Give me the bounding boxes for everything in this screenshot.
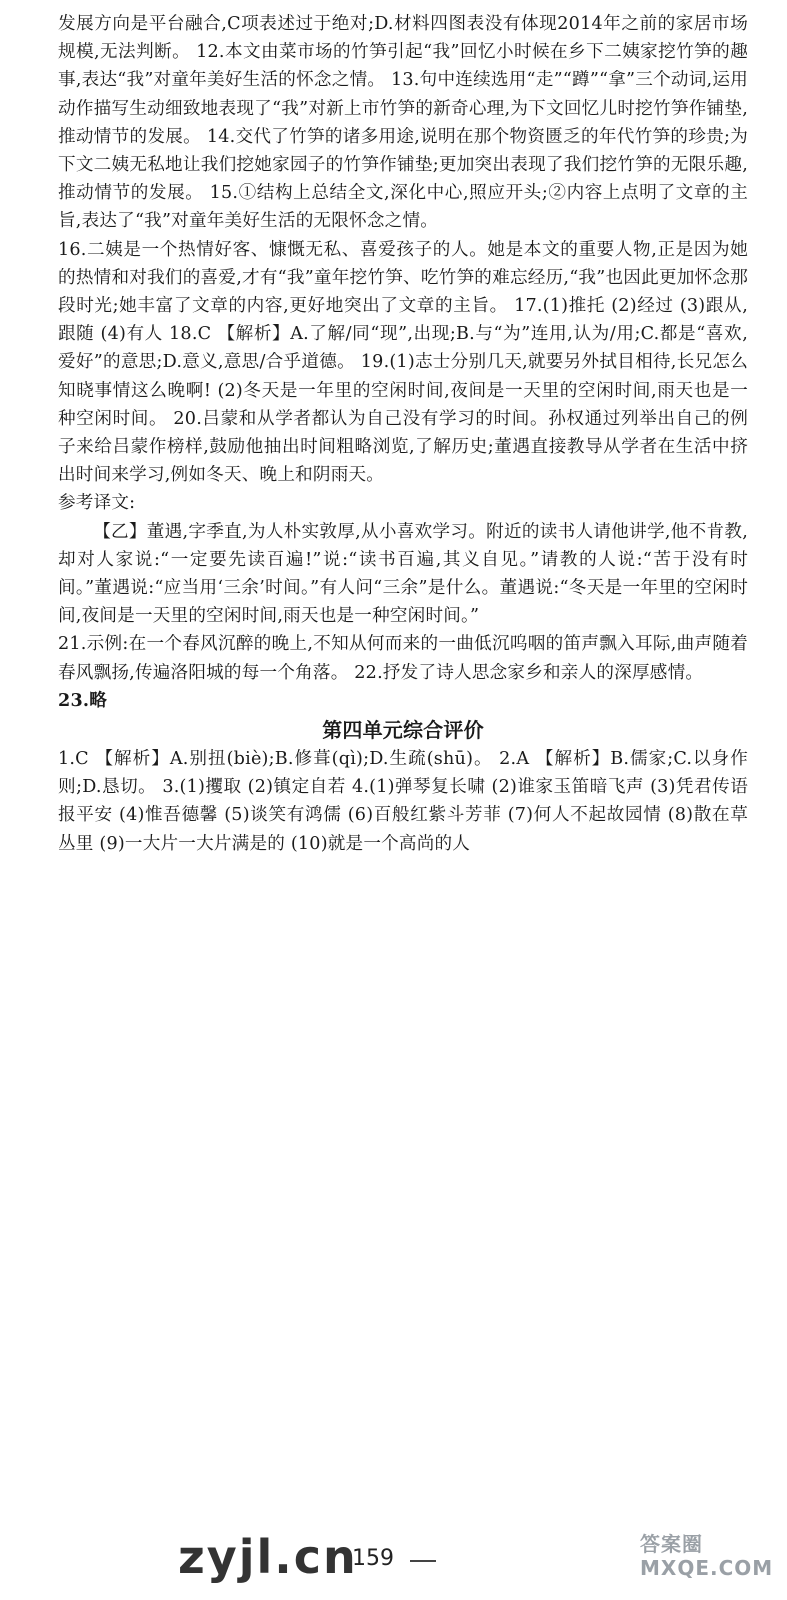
translation-heading: 参考译文: xyxy=(58,493,136,514)
answer-paragraph-2: 16.二姨是一个热情好客、慷慨无私、喜爱孩子的人。她是本文的重要人物,正是因为她的热情和对我们的喜爱,才有“我”童年挖竹笋、吃竹笋的难忘经历,“我”也因此更加怀念那段时光;她丰富了文章的内容,更好地突出了文章的主旨。 17.(1)推托 (2)经过 (3)跟从,跟随 (4)有人 18.C 【解析】A.了解/同“现”,出现;B.与“为”连用,认为/用;C.都是“喜欢,爱好”的意思;D.意义,意思/合乎道德。 19.(1)志士分别几天,就要另外拭目相待,长兄怎么知晓事情这么晚啊! (2)冬天是一年里的空闲时间,夜间是一天里的空闲时间,雨天也是一种空闲时间。 20.吕蒙和从学者都认为自己没有学习的时间。孙权通过列举出自己的例子来给吕蒙作榜样,鼓励他抽出时间粗略浏览,了解历史;董遇直接教导从学者在生活中挤出时间来学习,例如冬天、晚上和阴雨天。 xyxy=(58,239,748,486)
watermark-right-bottom: MXQE.COM xyxy=(640,1556,774,1580)
page-footer xyxy=(0,1528,787,1588)
page-number: 159 xyxy=(352,1546,394,1571)
answer-paragraph-4: 23.略 xyxy=(58,689,108,711)
answer-page xyxy=(58,10,748,858)
section-title: 第四单元综合评价 xyxy=(322,718,484,743)
answer-paragraph-3: 21.示例:在一个春风沉醉的晚上,不知从何而来的一曲低沉呜咽的笛声飘入耳际,曲声随着春风飘扬,传遍洛阳城的每一个角落。 22.抒发了诗人思念家乡和亲人的深厚感情。 xyxy=(58,634,748,683)
watermark-right-top: 答案圈 xyxy=(640,1532,703,1556)
watermark-left: zyjl.cn xyxy=(178,1530,358,1584)
section-paragraph-1: 1.C 【解析】A.别扭(biè);B.修葺(qì);D.生疏(shū)。 2.A 【解析】B.儒家;C.以身作则;D.恳切。 3.(1)攫取 (2)镇定自若 4.(1)弹琴复长啸 (2)谁家玉笛暗飞声 (3)凭君传语报平安 (4)惟吾德馨 (5)谈笑有鸿儒 (6)百般红紫斗芳菲 (7)何人不起故园情 (8)散在草丛里 (9)一大片一大片满是的 (10)就是一个高尚的人 xyxy=(58,749,748,854)
page-number-dash xyxy=(410,1560,436,1562)
answer-paragraph-1: 发展方向是平台融合,C项表述过于绝对;D.材料四图表没有体现2014年之前的家居市场规模,无法判断。 12.本文由菜市场的竹笋引起“我”回忆小时候在乡下二姨家挖竹笋的趣事,表达“我”对童年美好生活的怀念之情。 13.句中连续选用“走”“蹲”“拿”三个动词,运用动作描写生动细致地表现了“我”对新上市竹笋的新奇心理,为下文回忆儿时挖竹笋作铺垫,推动情节的发展。 14.交代了竹笋的诸多用途,说明在那个物资匮乏的年代竹笋的珍贵;为下文二姨无私地让我们挖她家园子的竹笋作铺垫;更加突出表现了我们挖竹笋的无限乐趣,推动情节的发展。 15.①结构上总结全文,深化中心,照应开头;②内容上点明了文章的主旨,表达了“我”对童年美好生活的无限怀念之情。 xyxy=(58,14,748,232)
watermark-right xyxy=(640,1532,773,1580)
translation-text: 【乙】董遇,字季直,为人朴实敦厚,从小喜欢学习。附近的读书人请他讲学,他不肯教,却对人家说:“一定要先读百遍!”说:“读书百遍,其义自见。”请教的人说:“苦于没有时间。”董遇说:“应当用‘三余’时间。”有人问“三余”是什么。董遇说:“冬天是一年里的空闲时间,夜间是一天里的空闲时间,雨天也是一种空闲时间。” xyxy=(58,521,748,627)
